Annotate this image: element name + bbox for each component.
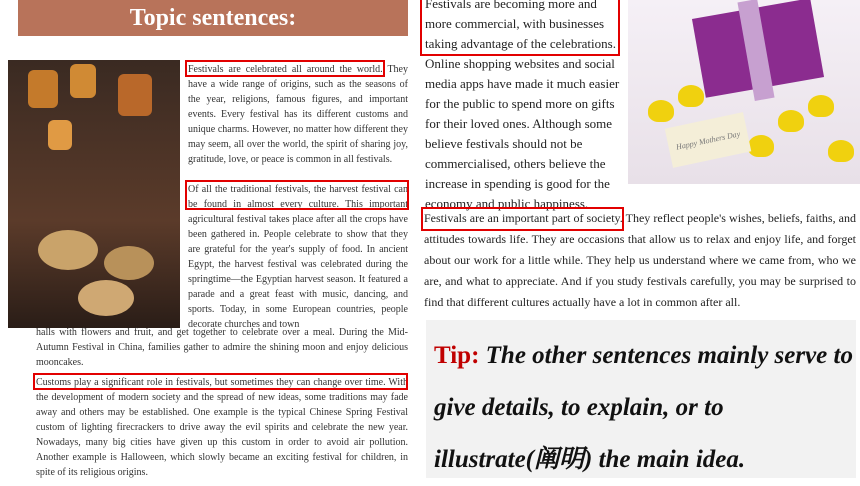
tip-text [434,330,854,486]
mooncake-lantern-photo [8,60,180,328]
highlight-topic-3 [33,373,408,390]
right-paragraph-2: Festivals are an important part of society. They reflect people's wishes, beliefs, faiths, and attitudes towards life. They are occasions that allow us to relax and enjoy life, and forget about our work for a little while. They help us understand where we came from, who we are, and what to appreciate. And if you study festivals carefully, you may be surprised to find that different cultures actually have a lot in common after all. [424,211,856,309]
highlight-topic-1 [185,60,385,77]
left-paragraph-3: Customs play a significant role in festivals, but sometimes they can change over time. With the development of modern society and the spread of new ideas, some traditions may fade away and others may be established. One example is the typical Chinese Spring Festival custom of lighting firecrackers to drive away the evil spirits and celebrate the new year. Nowadays, many big cities have given up this custom in order to avoid air pollution. Another example is Halloween, which slowly became an exciting festival for children, in spite of its religious origins. [36,377,408,478]
right-paragraph-1: Festivals are becoming more and more commercial, with businesses taking advantage of the celebrations. Online shopping websites and social media apps have made it much easier for the public to spend more on gifts for their loved ones. Although some believe festivals should not be commercialised, others believe the increase in spending is good for the economy and public happiness. [425,0,620,211]
highlight-topic-4 [420,0,620,56]
left-paragraph-2-bottom: halls with flowers and fruit, and get together to celebrate over a meal. During the Mid-Autumn Festival in China, families gather to admire the shining moon and enjoy delicious mooncakes. [36,327,408,368]
tip-body: The other sentences mainly serve to give details, to explain, or to illustrate(阐明) the main idea. [434,342,853,473]
left-paragraph-1: Festivals are celebrated all around the world. They have a wide range of origins, such as the seasons of the year, religions, famous figures, and important events. Every festival has its different customs and unique charms. However, no matter how different they may seem, all over the world, the spirit of sharing joy, gratitude, love, or peace is common in all festivals. [188,64,408,165]
greeting-card: Happy Mothers Day [665,112,752,168]
left-paragraph-2-top: Of all the traditional festivals, the harvest festival can be found in almost every culture. This important agricultural festival takes place after all the crops have been gathered in. People celebrate to show that they are grateful for the year's supply of food. In ancient Egypt, the harvest festival was celebrated during the springtime—the Egyptian harvest season. It featured a parade and a great feast with music, dancing, and sports. Today, in some European countries, people decorate churches and town [188,184,408,330]
page-title: Topic sentences: [18,0,408,36]
tip-label: Tip: [434,342,480,369]
highlight-topic-2 [185,180,409,210]
highlight-topic-5 [421,207,624,231]
gift-tulips-photo [628,0,860,184]
